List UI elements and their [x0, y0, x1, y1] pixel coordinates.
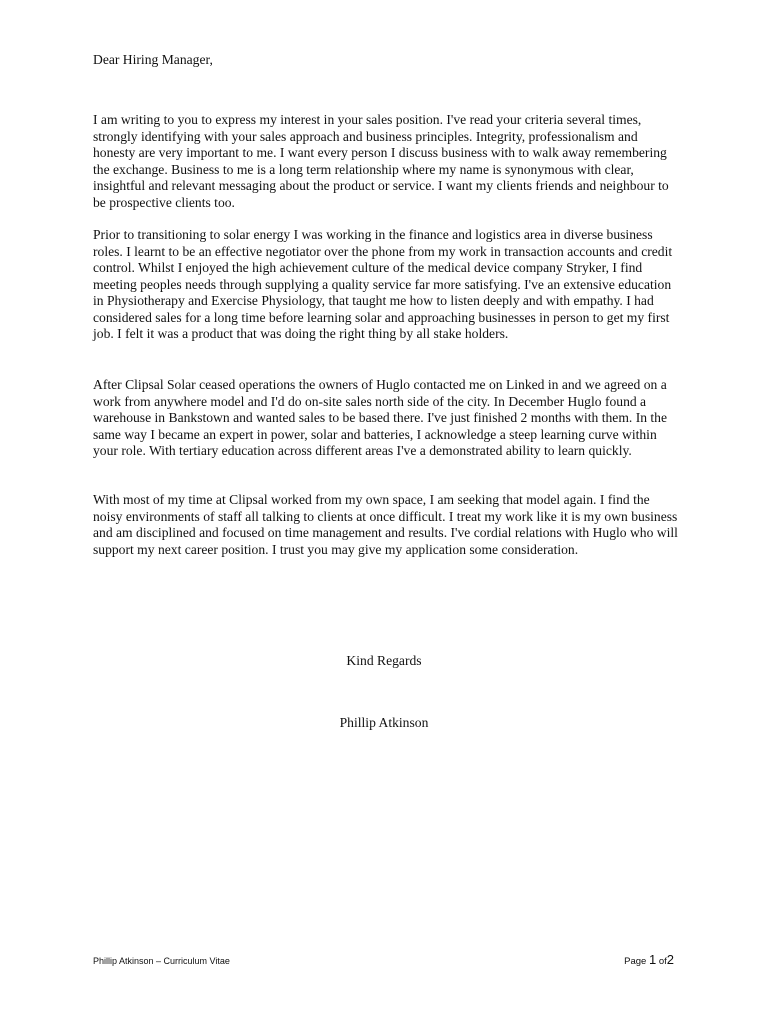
paragraph-intro: I am writing to you to express my interest in your sales position. I've read your criteria several times, strongly identifying with your sales approach and business principles. Integrity, professionalism and honesty are very important to me. I want every person I discuss business with to walk away remembering the exchange. Business to me is a long term relationship where my name is synonymous with clear, insightful and relevant messaging about the product or service. I want my clients friends and neighbour to be prospective clients too. — [93, 112, 669, 210]
footer-document-title: Phillip Atkinson – Curriculum Vitae — [93, 956, 230, 966]
salutation: Dear Hiring Manager, — [93, 52, 213, 67]
signature-name: Phillip Atkinson — [339, 715, 429, 730]
closing-line: Kind Regards — [346, 653, 422, 668]
page-of-label: of — [658, 956, 667, 967]
paragraph-closing: With most of my time at Clipsal worked from my own space, I am seeking that model again. I find the noisy environments of staff all talking to clients at once difficult. I treat my work like it is my own business and am disciplined and focused on time management and results. I've cordial relations with Huglo who will support my next career position. I trust you may give my application some consideration. — [93, 492, 678, 557]
footer-page-number — [624, 952, 674, 967]
page-current: 1 — [648, 952, 657, 967]
page-label: Page — [624, 956, 647, 967]
paragraph-recent-role: After Clipsal Solar ceased operations the owners of Huglo contacted me on Linked in and we agreed on a work from anywhere model and I'd do on-site sales north side of the city. In December Huglo found a warehouse in Bankstown and wanted sales to be based there. I've just finished 2 months with them. In the same way I became an expert in power, solar and batteries, I acknowledge a steep learning curve within your role. With tertiary education across different areas I've a demonstrated ability to learn quickly. — [93, 377, 668, 458]
page-total: 2 — [666, 952, 674, 967]
paragraph-background: Prior to transitioning to solar energy I was working in the finance and logistics area in diverse business roles. I learnt to be an effective negotiator over the phone from my work in transaction accounts and credit control. Whilst I enjoyed the high achievement culture of the medical device company Stryker, I find meeting peoples needs through supplying a quality service far more satisfying. I've an extensive education in Physiotherapy and Exercise Physiology, that taught me how to listen deeply and with empathy. I had considered sales for a long time before learning solar and approaching businesses in person to get my first job. I felt it was a product that was doing the right thing by all stake holders. — [93, 227, 673, 341]
